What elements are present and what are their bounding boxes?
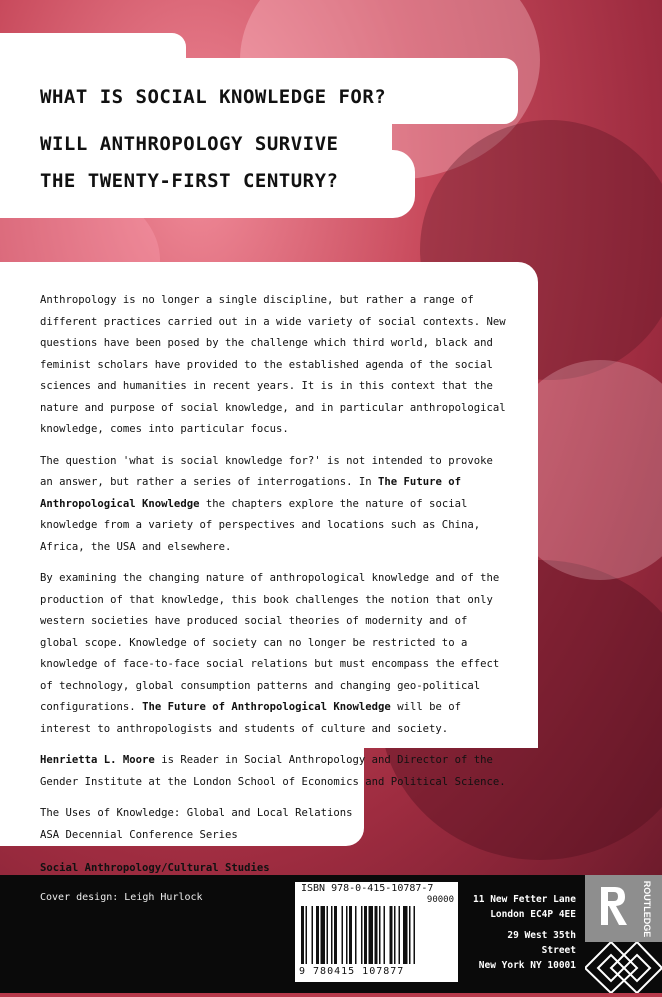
price-code: 90000 [426, 895, 454, 905]
cover-design-credit: Cover design: Leigh Hurlock [40, 892, 203, 903]
isbn-label: ISBN 978-0-415-10787-7 [301, 883, 434, 894]
book-title-ref: The Future of Anthropological Knowledge [40, 476, 461, 510]
subject-category: Social Anthropology/Cultural Studies [40, 862, 270, 874]
title-line-1: WHAT IS SOCIAL KNOWLEDGE FOR? [40, 86, 387, 108]
paragraph-question: The question 'what is social knowledge for?' is not intended to provoke an answer, but rather a series of interrogations. In The Future of Anthropological Knowledge the chapters explore the nature of social knowledge from a variety of perspectives and locations such as China, Africa, the USA and elsewhere. [40, 454, 493, 553]
routledge-logo [585, 875, 662, 942]
series-info: The Uses of Knowledge: Global and Local Relations ASA Decennial Conference Series [40, 807, 353, 841]
decorative-pattern [585, 942, 662, 993]
barcode-digits: 9 780415 107877 [299, 966, 405, 977]
title-line-3: THE TWENTY-FIRST CENTURY? [40, 170, 339, 192]
author-bio: Henrietta L. Moore is Reader in Social Anthropology and Director of the Gender Institute at the London School of Economics and Political Science. [40, 754, 506, 788]
publisher-address: 11 New Fetter Lane London EC4P 4EE 29 West 35th Street New York NY 10001 [473, 894, 576, 971]
svg-text:ROUTLEDGE: ROUTLEDGE [642, 880, 652, 938]
blurb-text [40, 290, 510, 890]
title-line-2: WILL ANTHROPOLOGY SURVIVE [40, 133, 339, 155]
paragraph-intro: Anthropology is no longer a single discipline, but rather a range of different practices carried out in a wide variety of social contexts. New questions have been posed by the challenge which third world, black and feminist scholars have provided to the established agenda of the social sciences and humanities in recent years. It is in this context that the nature and purpose of social knowledge, and in particular anthropological knowledge, comes into particular focus. [40, 294, 506, 435]
book-title-ref: The Future of Anthropological Knowledge [142, 701, 391, 713]
barcode-bars [301, 906, 451, 964]
isbn-barcode [295, 882, 458, 982]
paragraph-challenge: By examining the changing nature of anthropological knowledge and of the production of that knowledge, this book challenges the notion that only western societies have produced social theories of modernity and of global scope. Knowledge of society can no longer be restricted to a knowledge of face-to-face social relations but must encompass the effect of technology, global consumption patterns and changing geo-political configurations. The Future of Anthropological Knowledge will be of interest to anthropologists and students of culture and society. [40, 572, 500, 735]
author-name: Henrietta L. Moore [40, 754, 155, 766]
